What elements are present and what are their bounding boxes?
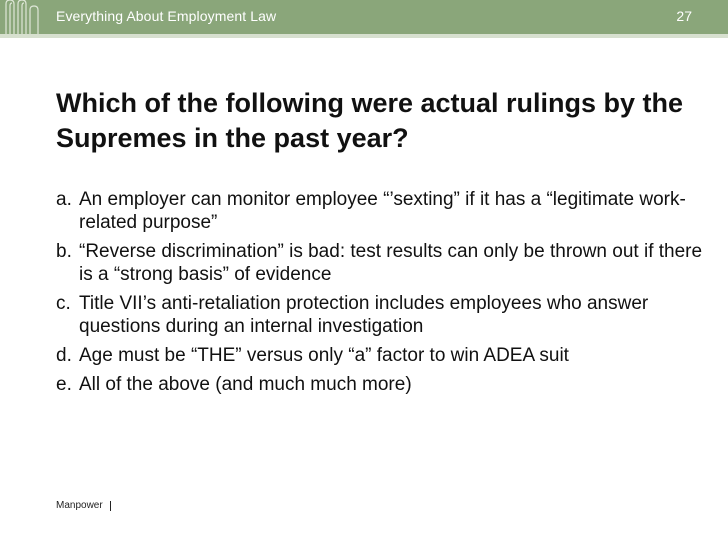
answer-list [56, 188, 706, 402]
list-item-text: Age must be “THE” versus only “a” factor to win ADEA suit [79, 345, 569, 366]
list-item [56, 373, 706, 396]
list-item-marker: a. [56, 189, 72, 210]
paperclip-icon [0, 0, 50, 38]
list-item-text: Title VII’s anti-retaliation protection includes employees who answer questions during an internal investigation [79, 293, 649, 337]
list-item [56, 292, 706, 338]
list-item [56, 344, 706, 367]
header-title: Everything About Employment Law [56, 8, 277, 24]
slide-footer [56, 500, 111, 511]
list-item-text: An employer can monitor employee “’sexting” if it has a “legitimate work-related purpose” [79, 189, 686, 233]
list-item-text: “Reverse discrimination” is bad: test results can only be thrown out if there is a “strong basis” of evidence [79, 241, 703, 285]
list-item-marker: b. [56, 241, 72, 262]
page-number: 27 [676, 8, 692, 24]
list-item-marker: e. [56, 374, 72, 395]
list-item [56, 188, 706, 234]
list-item-marker: c. [56, 293, 71, 314]
slide-header [0, 0, 728, 34]
slide-title: Which of the following were actual rulings by the Supremes in the past year? [56, 88, 684, 153]
list-item-text: All of the above (and much much more) [79, 374, 412, 395]
list-item-marker: d. [56, 345, 72, 366]
header-divider [0, 34, 728, 38]
footer-divider [110, 501, 111, 511]
footer-brand: Manpower [56, 500, 103, 511]
list-item [56, 240, 706, 286]
